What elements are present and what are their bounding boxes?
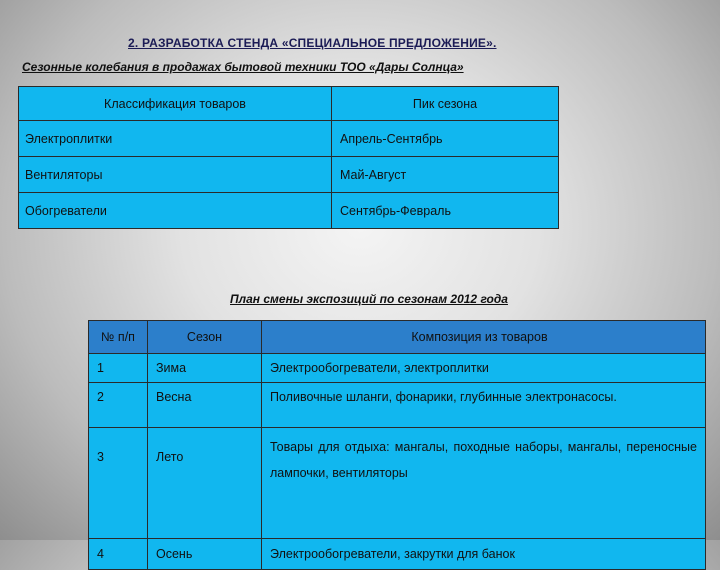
slide-title: 2. РАЗРАБОТКА СТЕНДА «СПЕЦИАЛЬНОЕ ПРЕДЛОЖЕНИЕ».: [128, 36, 497, 50]
table-row: [89, 428, 706, 539]
season-cell: Лето: [148, 428, 262, 539]
composition-cell: Товары для отдыха: мангалы, походные наборы, мангалы, переносные лампочки, вентиляторы: [262, 428, 706, 539]
season-cell: Весна: [148, 383, 262, 428]
table-row: [89, 354, 706, 383]
table-header-row: [19, 87, 559, 121]
composition-cell: Электрообогреватели, закрутки для банок: [262, 539, 706, 570]
seasonal-sales-table: [18, 86, 559, 229]
table-row: [19, 121, 559, 157]
slide-subtitle: Сезонные колебания в продажах бытовой техники ТОО «Дары Солнца»: [22, 60, 464, 74]
column-header-number: № п/п: [89, 321, 148, 354]
table-header-row: [89, 321, 706, 354]
season-cell: Зима: [148, 354, 262, 383]
season-peak-cell: Апрель-Сентябрь: [332, 121, 559, 157]
row-number-cell: 1: [89, 354, 148, 383]
table-row: [89, 539, 706, 570]
exposition-plan-table: [88, 320, 706, 570]
composition-cell: Поливочные шланги, фонарики, глубинные электронасосы.: [262, 383, 706, 428]
table-row: [19, 193, 559, 229]
row-number-cell: 2: [89, 383, 148, 428]
season-cell: Осень: [148, 539, 262, 570]
table-row: [19, 157, 559, 193]
product-category-cell: Вентиляторы: [19, 157, 332, 193]
row-number-cell: 4: [89, 539, 148, 570]
column-header-season: Сезон: [148, 321, 262, 354]
table-row: [89, 383, 706, 428]
product-category-cell: Электроплитки: [19, 121, 332, 157]
plan-title: План смены экспозиций по сезонам 2012 года: [230, 292, 508, 306]
column-header-composition: Композиция из товаров: [262, 321, 706, 354]
composition-cell: Электрообогреватели, электроплитки: [262, 354, 706, 383]
product-category-cell: Обогреватели: [19, 193, 332, 229]
season-peak-cell: Сентябрь-Февраль: [332, 193, 559, 229]
season-peak-cell: Май-Август: [332, 157, 559, 193]
column-header-season-peak: Пик сезона: [332, 87, 559, 121]
column-header-classification: Классификация товаров: [19, 87, 332, 121]
row-number-cell: 3: [89, 428, 148, 539]
